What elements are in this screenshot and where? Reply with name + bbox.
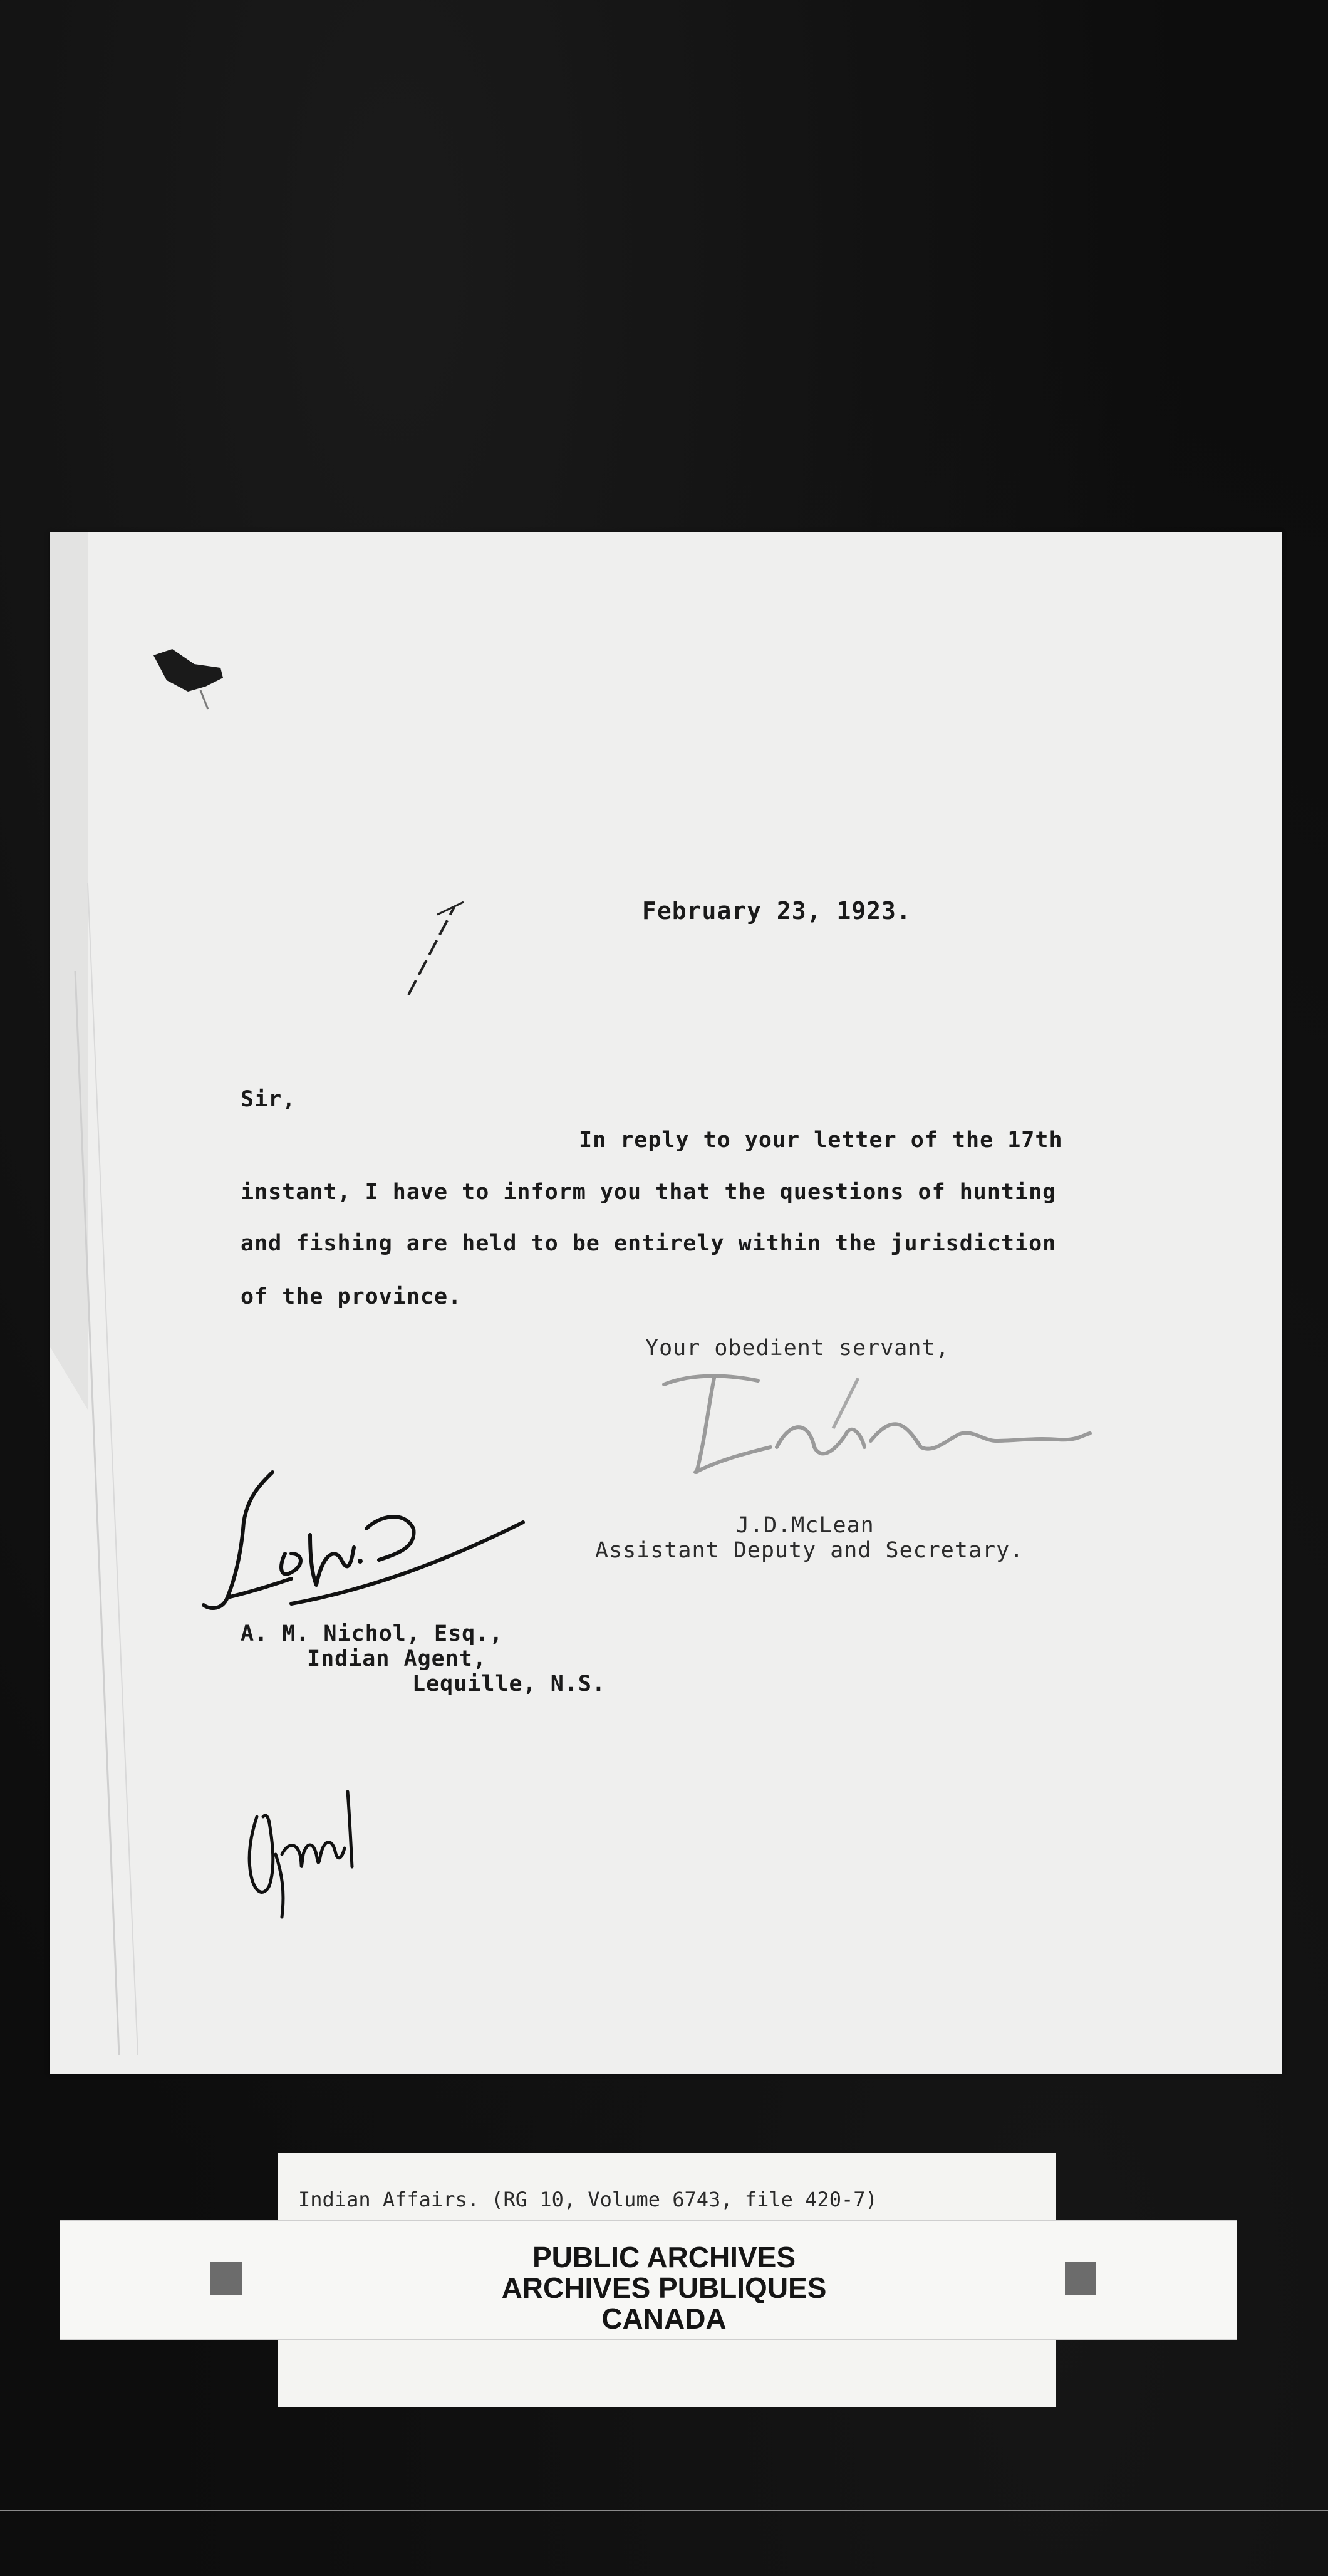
film-edge-line (0, 2510, 1328, 2511)
letter-body-line-2: instant, I have to inform you that the questions of hunting (241, 1180, 1057, 1205)
initials-mark (197, 1460, 548, 1629)
signer-name: J.D.McLean (736, 1513, 874, 1538)
letter-closing: Your obedient servant, (645, 1336, 950, 1361)
signature-mark (645, 1353, 1096, 1485)
recipient-line-1: A. M. Nichol, Esq., (241, 1621, 504, 1646)
letter-body-line-4: of the province. (241, 1284, 462, 1309)
archive-reference: Indian Affairs. (RG 10, Volume 6743, file 420-7) (298, 2188, 878, 2211)
letter-salutation: Sir, (241, 1087, 296, 1112)
recipient-line-2: Indian Agent, (307, 1646, 487, 1671)
letter-body-line-3: and fishing are held to be entirely within the jurisdiction (241, 1231, 1057, 1256)
letter-body-line-1: In reply to your letter of the 17th (579, 1128, 1063, 1153)
filing-annotation-mark (238, 1779, 376, 1923)
archive-line-2: ARCHIVES PUBLIQUES (501, 2272, 827, 2304)
letter-page (50, 532, 1282, 2074)
letter-date: February 23, 1923. (642, 897, 911, 925)
signer-title: Assistant Deputy and Secretary. (595, 1538, 1024, 1563)
page-fold-shadow (50, 532, 1282, 2074)
archive-line-3: CANADA (601, 2302, 727, 2335)
recipient-line-3: Lequille, N.S. (412, 1671, 606, 1696)
archive-line-1: PUBLIC ARCHIVES (532, 2241, 796, 2273)
